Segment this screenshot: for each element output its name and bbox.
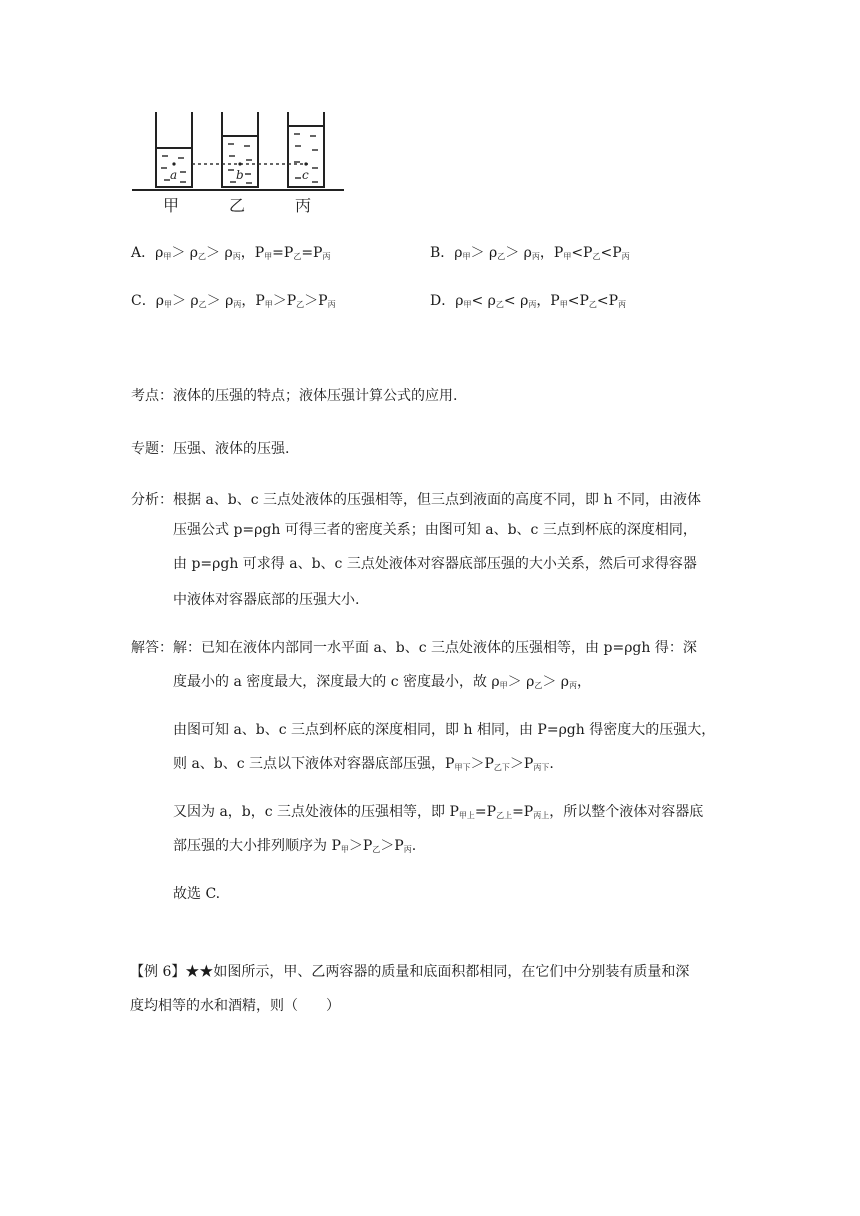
jieda-line-7: 故选 C. [173, 886, 221, 902]
jieda-line-6: 部压强的大小排列顺序为 $P_甲>P_乙>P_丙$. [173, 838, 417, 854]
three-containers-figure [128, 106, 348, 220]
container-label-yi: 乙 [229, 196, 246, 215]
example6-line-1: 【例 6】★★如图所示，甲、乙两容器的质量和底面积都相同，在它们中分别装有质量和深 [130, 964, 690, 980]
container-label-jia: 甲 [163, 196, 180, 215]
kaodian-line [131, 386, 457, 406]
point-label-a: a [170, 168, 178, 182]
fenxi-label: 分析： [131, 492, 173, 508]
example6-tag: 【例 6】 [130, 964, 186, 980]
fenxi-line-3: 由 p=ρgh 可求得 a、b、c 三点处液体对容器底部压强的大小关系，然后可求得容器 [173, 556, 697, 572]
option-b[interactable]: B．$\rho_甲> \rho_乙> \rho_丙$，$P_甲<P_乙<P_丙$ [430, 245, 630, 261]
container-label-bing: 丙 [295, 196, 312, 215]
kaodian-text: 液体的压强的特点；液体压强计算公式的应用. [173, 388, 458, 404]
fenxi-line-2: 压强公式 p=ρgh 可得三者的密度关系；由图可知 a、b、c 三点到杯底的深度相同， [173, 522, 697, 538]
option-a[interactable]: A．$\rho_甲> \rho_乙> \rho_丙$，$P_甲=P_乙=P_丙$ [131, 245, 331, 261]
option-c[interactable]: C．$\rho_甲> \rho_乙> \rho_丙$，$P_甲>P_乙>P_丙$ [131, 293, 336, 309]
jieda-line-3: 由图可知 a、b、c 三点到杯底的深度相同，即 h 相同，由 P=ρgh 得密度大的压强大， [173, 722, 716, 738]
jieda-label: 解答： [131, 640, 173, 656]
example6-stars: ★★ [185, 964, 214, 980]
fenxi-line-4: 中液体对容器底部的压强大小. [173, 592, 360, 608]
point-label-b: b [236, 168, 244, 182]
zhuanti-line [131, 439, 289, 459]
zhuanti-label: 专题： [131, 441, 173, 457]
jieda-line-5: 又因为 a，b，c 三点处液体的压强相等，即 $P_{甲上}=P_{乙上}=P_{丙上}$，所以整个液体对容器底 [173, 804, 704, 820]
jieda-line-4: 则 a、b、c 三点以下液体对容器底部压强，$P_{甲下}>P_{乙下}>P_{丙下}$. [173, 756, 554, 772]
containers-diagram [128, 106, 348, 216]
option-d[interactable]: D．$\rho_甲< \rho_乙< \rho_丙$，$P_甲<P_乙<P_丙$ [430, 293, 627, 309]
point-label-c: c [302, 168, 309, 182]
fenxi-line-1: 分析：根据 a、b、c 三点处液体的压强相等，但三点到液面的高度不同，即 h 不同，由液体 [131, 492, 701, 508]
kaodian-label: 考点： [131, 388, 173, 404]
example6-line-2: 度均相等的水和酒精，则（ ） [130, 998, 340, 1014]
jieda-line-1: 解答：解：已知在液体内部同一水平面 a、b、c 三点处液体的压强相等，由 p=ρgh 得：深 [131, 640, 697, 656]
jieda-line-2: 度最小的 a 密度最大，深度最大的 c 密度最小，故 $\rho_甲> \rho_乙> \rho_丙$， [173, 674, 592, 690]
zhuanti-text: 压强、液体的压强. [173, 441, 290, 457]
